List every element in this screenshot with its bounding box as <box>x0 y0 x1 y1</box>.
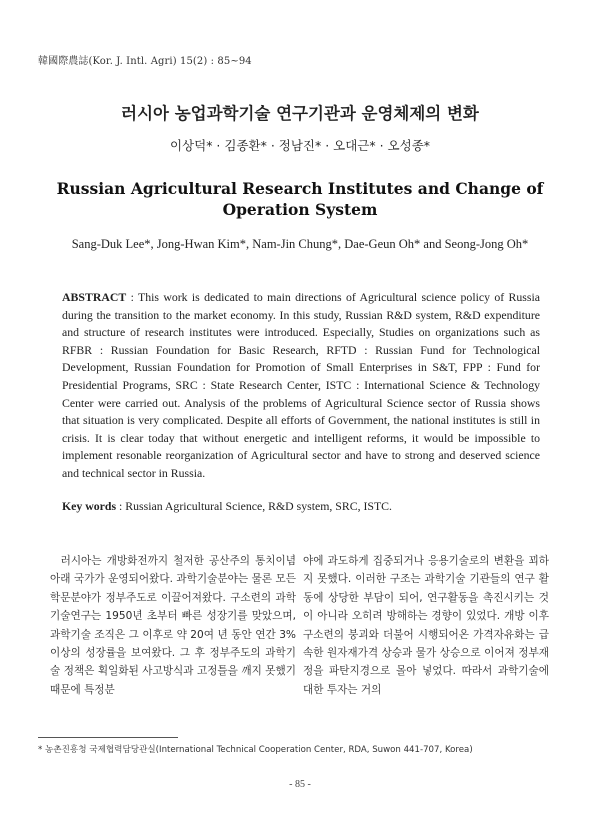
footnote-divider <box>38 737 178 738</box>
abstract-text: : This work is dedicated to main directions of Agricultural science policy of Russia during the transition to the market economy. In this study, Russian R&D system, R&D expenditure and structure of research institutes were introduced. Especially, Studies on organizations such as RFBR : Russian Foundation for Basic Research, RFTD : Russian Fund for Technological Development, Russian Foundation for Promotion of Small Enterprises in S&T, FPP : Fund for Presidential Programs, SRC : State Research Center, ISTC : International Science & Technology Center were carried out. Analysis of the problems of Agricultural Science sector of Russia shows that situation is very complicated. Despite all efforts of Government, the national institutes is still in crisis. It is clear today that without energetic and intelligent reforms, it would be impossible to implement resonable reorganization of Agricultural sector and have to strong and deserved science and technical sector in Russia. <box>62 290 540 480</box>
footnote: * 농촌진흥청 국제협력담당관실(International Technical Cooperation Center, RDA, Suwon 441-707, Korea) <box>38 745 473 755</box>
korean-title: 러시아 농업과학기술 연구기관과 운영체제의 변화 <box>121 104 479 123</box>
keywords-text: : Russian Agricultural Science, R&D system, SRC, ISTC. <box>116 499 392 513</box>
journal-reference: 韓國際農誌(Kor. J. Intl. Agri) 15(2) : 85~94 <box>38 56 252 67</box>
korean-authors: 이상덕* · 김종환* · 정남진* · 오대근* · 오성종* <box>169 138 431 153</box>
keywords <box>62 499 540 514</box>
body-right-column: 야에 과도하게 집중되거나 응용기술로의 변환을 꾀하지 못했다. 이러한 구조는 과학기술 기관들의 연구 활동에 상당한 부담이 되어, 연구활동을 촉진시키는 것이 아니라 오히려 방해하는 경향이 있었다. 개방 이후 구소련의 붕괴와 더불어 시행되어온 가격자유화는 급속한 원자재가격 상승과 물가 상승으로 이어져 정부재정을 파탄지경으로 몰아 넣었다. 따라서 과학기술에 대한 투자는 거의 <box>303 555 549 696</box>
keywords-label: Key words <box>62 499 117 513</box>
abstract-label: ABSTRACT <box>62 290 127 304</box>
abstract <box>62 289 540 483</box>
page-number: - 85 - <box>289 779 311 790</box>
english-title: Russian Agricultural Research Institutes and Change of Operation System <box>56 179 544 219</box>
body-left-column: 러시아는 개방화전까지 철저한 공산주의 통치이념아래 국가가 운영되어왔다. 과학기술분야는 물론 모든 학문분야가 정부주도로 이끌어져왔다. 구소련의 과학기술연구는 1950년 초부터 빠른 성장기를 맞았으며, 과학기술 조직은 그 이후로 약 20여 년 동안 연간 3% 이상의 성장률을 보여왔다. 그 후 정부주도의 과학기술 정책은 획일화된 사고방식과 고정틀을 깨지 못했기 때문에 특정분 <box>50 555 296 696</box>
english-authors: Sang-Duk Lee*, Jong-Hwan Kim*, Nam-Jin Chung*, Dae-Geun Oh* and Seong-Jong Oh* <box>71 237 529 251</box>
